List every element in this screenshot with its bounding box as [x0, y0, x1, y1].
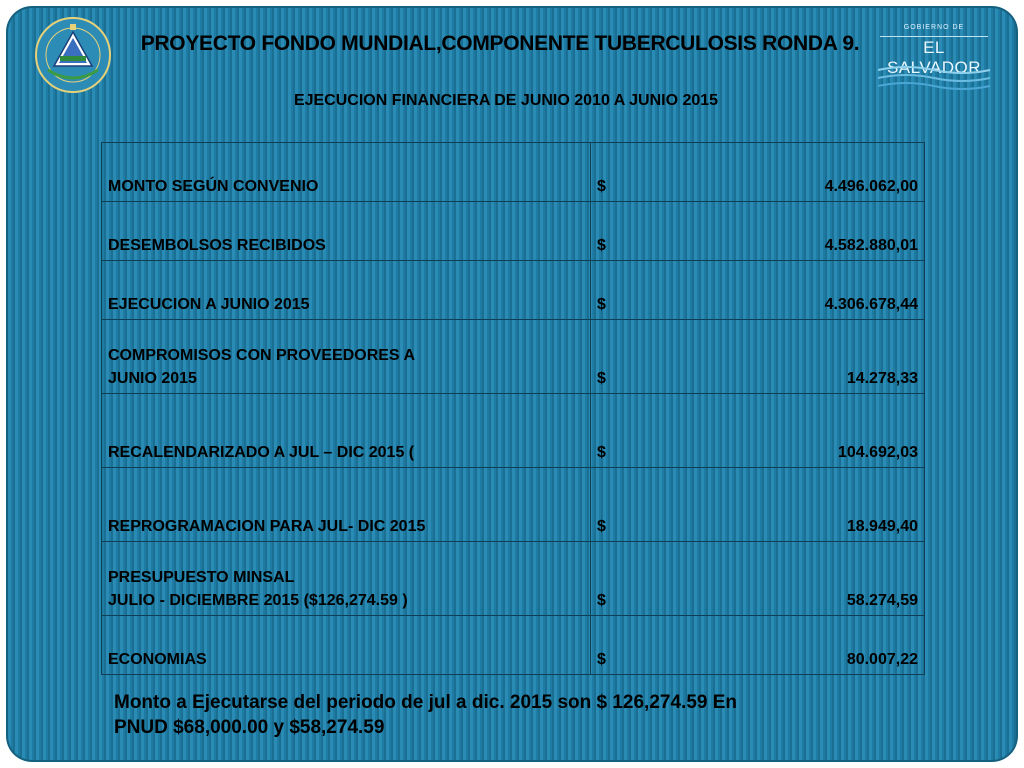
table-row [102, 616, 925, 675]
row-amount: 4.582.880,01 [621, 202, 925, 261]
government-brand-logo [872, 24, 996, 92]
row-label [102, 320, 591, 394]
row-currency: $ [591, 143, 622, 202]
table-row [102, 542, 925, 616]
brand-name: EL SALVADOR [880, 36, 988, 78]
row-label: ECONOMIAS [102, 616, 591, 675]
row-amount: 4.496.062,00 [621, 143, 925, 202]
row-label: REPROGRAMACION PARA JUL- DIC 2015 [102, 468, 591, 542]
table-row [102, 394, 925, 468]
row-amount: 58.274,59 [621, 542, 925, 616]
brand-caption: GOBIERNO DE [903, 24, 965, 31]
row-currency: $ [591, 468, 622, 542]
row-label-line: JUNIO 2015 [108, 370, 197, 387]
row-currency: $ [591, 542, 622, 616]
page-title: PROYECTO FONDO MUNDIAL,COMPONENTE TUBERCULOSIS RONDA 9. [140, 32, 860, 55]
row-currency: $ [591, 616, 622, 675]
table-row [102, 468, 925, 542]
page-subtitle: EJECUCION FINANCIERA DE JUNIO 2010 A JUNIO 2015 [293, 92, 719, 109]
row-amount: 18.949,40 [621, 468, 925, 542]
row-currency: $ [591, 320, 622, 394]
row-currency: $ [591, 394, 622, 468]
row-label-line: JULIO - DICIEMBRE 2015 ($126,274.59 ) [108, 592, 408, 609]
row-currency: $ [591, 202, 622, 261]
slide [6, 6, 1018, 762]
row-label: MONTO SEGÚN CONVENIO [102, 143, 591, 202]
row-label: DESEMBOLSOS RECIBIDOS [102, 202, 591, 261]
coat-of-arms-icon [34, 16, 112, 94]
row-amount: 80.007,22 [621, 616, 925, 675]
financial-table [101, 142, 925, 675]
footnote-line: PNUD $68,000.00 y $58,274.59 [114, 717, 385, 738]
row-currency: $ [591, 261, 622, 320]
wave-icon [876, 64, 992, 90]
row-label: RECALENDARIZADO A JUL – DIC 2015 ( [102, 394, 591, 468]
row-amount: 104.692,03 [621, 394, 925, 468]
row-label: EJECUCION A JUNIO 2015 [102, 261, 591, 320]
footnote [114, 690, 914, 740]
row-amount: 14.278,33 [621, 320, 925, 394]
row-amount: 4.306.678,44 [621, 261, 925, 320]
row-label-line: PRESUPUESTO MINSAL [108, 569, 295, 586]
table-row [102, 261, 925, 320]
table-row [102, 202, 925, 261]
table-row [102, 143, 925, 202]
row-label [102, 542, 591, 616]
footnote-line: Monto a Ejecutarse del periodo de jul a dic. 2015 son $ 126,274.59 En [114, 692, 738, 713]
table-row [102, 320, 925, 394]
row-label-line: COMPROMISOS CON PROVEEDORES A [108, 347, 415, 364]
